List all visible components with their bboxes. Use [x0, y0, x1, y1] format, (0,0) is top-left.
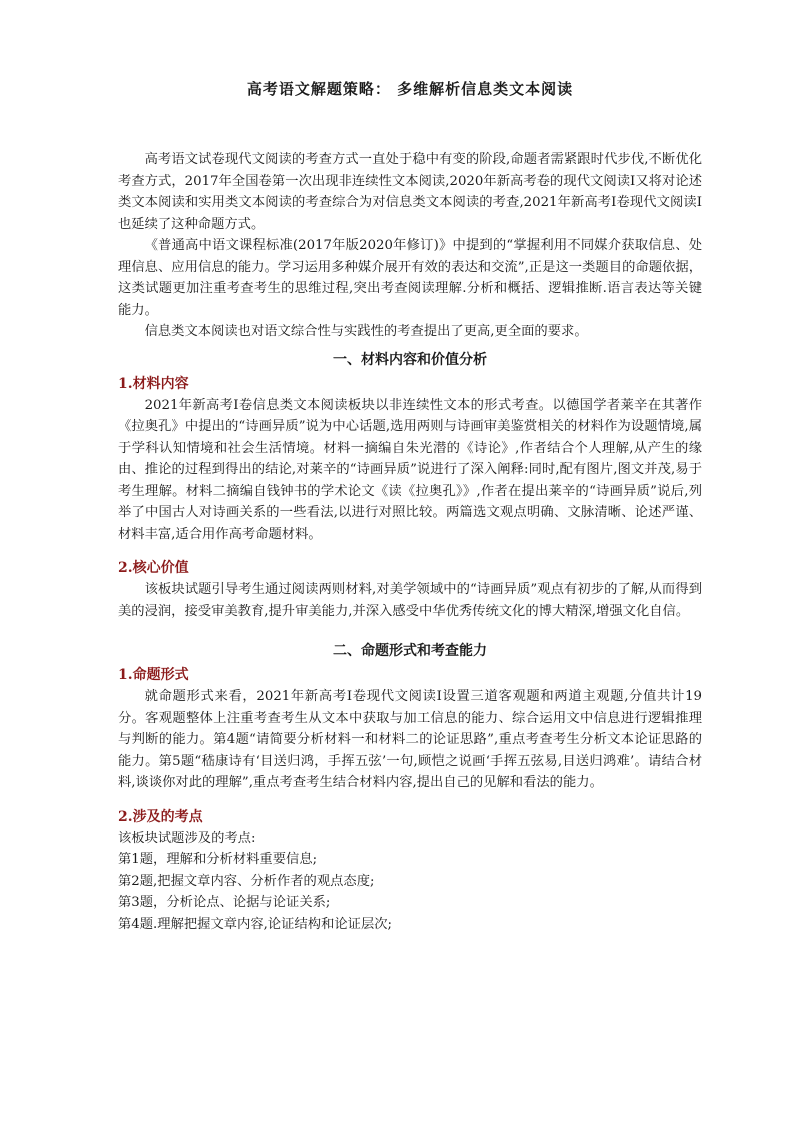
- intro-paragraph-3: 信息类文本阅读也对语文综合性与实践性的考查提出了更高,更全面的要求。: [144, 324, 588, 339]
- intro-paragraph-1: 高考语文试卷现代文阅读的考查方式一直处于稳中有变的阶段,命题者需紧跟时代步伐,不断优化考查方式，2017年全国卷第一次出现非连续性文本阅读,2020年新高考卷的现代文阅读Ⅰ又将对论述类文本阅读和实用类文本阅读的考查综合为对信息类文本阅读的考查,2021年新高考Ⅰ卷现代文阅读Ⅰ也延续了这种命题方式。: [118, 152, 702, 232]
- section-1-sub-2-heading: 2.核心价值: [118, 560, 189, 576]
- section-2-sub-2-heading: 2.涉及的考点: [118, 808, 203, 825]
- exam-points-list: [118, 828, 702, 936]
- section-2-sub-1-text: 就命题形式来看，2021年新高考Ⅰ卷现代文阅读Ⅰ设置三道客观题和两道主观题,分值共计19分。客观题整体上注重考查考生从文本中获取与加工信息的能力、综合运用文中信息进行逻辑推理与判断的能力。第4题“请简要分析材料一和材料二的论证思路”,重点考查考生分析文本论证思路的能力。第5题“嵇康诗有‘目送归鸿，手挥五弦’一句,顾恺之说画‘手挥五弦易,目送归鸿难’。请结合材料,谈谈你对此的理解”,重点考查考生结合材料内容,提出自己的见解和看法的能力。: [118, 689, 702, 790]
- document-title: 高考语文解题策略： 多维解析信息类文本阅读: [246, 80, 574, 98]
- section-2-heading: 二、命题形式和考查能力: [333, 643, 487, 659]
- section-1-sub-1-heading: 1.材料内容: [118, 375, 189, 392]
- section-1-sub-1-text: 2021年新高考Ⅰ卷信息类文本阅读板块以非连续性文本的形式考查。以德国学者莱辛在其著作《拉奥孔》中提出的“诗画异质”说为中心话题,选用两则与诗画审美鉴赏相关的材料作为设题情境,属于学科认知情境和社会生活情境。材料一摘编自朱光潜的《诗论》,作者结合个人理解,从产生的缘由、推论的过程到得出的结论,对莱辛的“诗画异质”说进行了深入阐释:同时,配有图片,图文并茂,易于考生理解。材料二摘编自钱钟书的学术论文《读《拉奥孔》》,作者在提出莱辛的“诗画异质”说后,列举了中国古人对诗画关系的一些看法,以进行对照比较。两篇选文观点明确、文脉清晰、论述严谨、材料丰富,适合用作高考命题材料。: [118, 397, 702, 542]
- list-item: 第2题,把握文章内容、分析作者的观点态度;: [118, 873, 375, 889]
- list-item: 第4题.理解把握文章内容,论证结构和论证层次;: [118, 916, 393, 932]
- list-item: 第3题，分析论点、论据与论证关系;: [118, 895, 331, 910]
- section-1-heading: 一、材料内容和价值分析: [333, 351, 487, 368]
- list-item: 第1题，理解和分析材料重要信息;: [118, 852, 318, 867]
- intro-paragraph-2: 《普通高中语文课程标准(2017年版2020年修订)》中提到的“掌握利用不同媒介获取信息、处理信息、应用信息的能力。学习运用多种媒介展开有效的表达和交流”,正是这一类题目的命题依据，这类试题更加注重考查考生的思维过程,突出考查阅读理解.分析和概括、逻辑推断.语言表达等关键能力。: [118, 238, 702, 318]
- section-2-sub-1-heading: 1.命题形式: [118, 667, 189, 683]
- section-1-sub-2-text: 该板块试题引导考生通过阅读两则材料,对美学领域中的“诗画异质”观点有初步的了解,从而得到美的浸润，接受审美教育,提升审美能力,并深入感受中华优秀传统文化的博大精深,增强文化自信。: [118, 582, 702, 619]
- exam-points-lead: 该板块试题涉及的考点:: [118, 830, 256, 846]
